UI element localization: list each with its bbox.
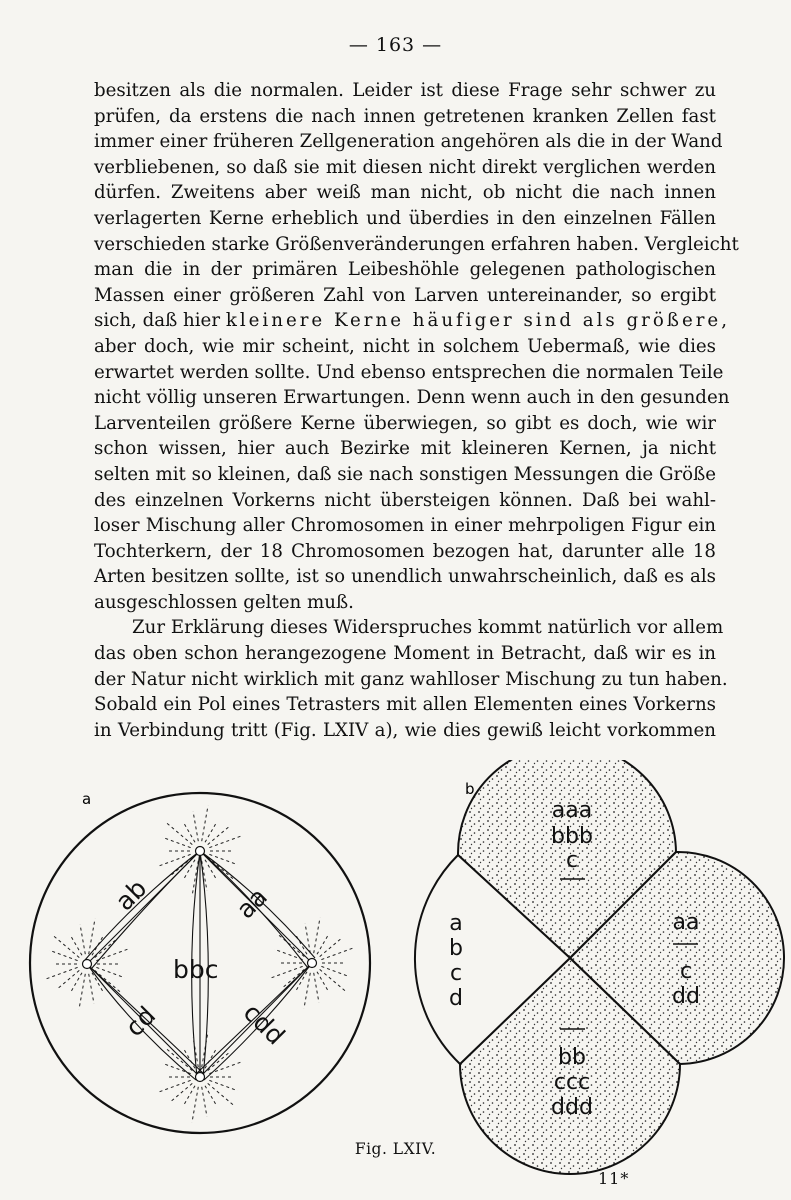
- text-line: loser Mischung aller Chromosomen in einer mehrpoligen Figur ein: [94, 515, 716, 537]
- chromosome-group: ab: [109, 873, 153, 917]
- astral-ray: [157, 1080, 191, 1092]
- astral-ray: [183, 1086, 195, 1107]
- chromosome-group: c: [679, 959, 693, 984]
- astral-ray: [92, 973, 104, 994]
- text-line: Arten besitzen sollte, ist so unendlich unwahrscheinlich, daß es als: [94, 566, 716, 588]
- astral-ray: [56, 970, 79, 989]
- figure-b-label: b: [465, 780, 475, 798]
- figure-lxiv: [0, 760, 791, 1200]
- chromosome-group: bbb: [551, 824, 593, 849]
- astral-ray: [314, 918, 320, 954]
- chromosome-group: dd: [672, 984, 700, 1009]
- chromosome-group: aa: [672, 910, 700, 935]
- astral-ray: [49, 950, 77, 960]
- text-line: Sobald ein Pol eines Tetrasters mit allen Elementen eines Vorkerns: [94, 694, 716, 716]
- chromosome-group: cdd: [237, 997, 291, 1051]
- astral-ray: [183, 1048, 195, 1069]
- astral-ray: [209, 835, 243, 847]
- page-number: — 163 —: [348, 34, 443, 56]
- chromosome-group: aa: [230, 882, 273, 925]
- astral-ray: [44, 967, 78, 979]
- astral-ray: [208, 1083, 236, 1106]
- text-line: das oben schon herangezogene Moment in Betracht, daß wir es in: [94, 643, 716, 665]
- astral-ray: [321, 947, 355, 959]
- text-line: selten mit so kleinen, daß sie nach sonstigen Messungen die Größe: [94, 463, 717, 485]
- chromosome-group: bb: [558, 1045, 586, 1070]
- spaced-emphasis: kleinere Kerne häufiger sind als größere: [225, 310, 722, 332]
- astral-ray: [277, 933, 305, 956]
- body-text: [94, 78, 739, 743]
- astral-ray: [52, 934, 80, 957]
- astral-ray: [281, 969, 304, 988]
- text-line: nicht völlig unseren Erwartungen. Denn wenn auch in den gesunden: [94, 387, 730, 409]
- text-line: in Verbindung tritt (Fig. LXIV a), wie dies gewiß leicht vorkommen: [94, 719, 716, 741]
- astral-ray: [202, 806, 208, 842]
- astral-ray: [274, 949, 302, 959]
- text-line: Tochterkern, der 18 Chromosomen bezogen hat, darunter alle 18: [94, 540, 716, 562]
- astral-ray: [208, 825, 231, 844]
- astral-ray: [192, 1087, 198, 1123]
- astral-ray: [317, 934, 329, 955]
- astral-ray: [209, 1061, 243, 1073]
- text-line: aber doch, wie mir scheint, nicht in solchem Uebermaß, wie dies: [94, 335, 716, 357]
- astral-ray: [304, 973, 310, 1009]
- astral-ray: [208, 1051, 231, 1070]
- text-line: dürfen. Zweitens aber weiß man nicht, ob nicht die nach innen: [94, 182, 716, 204]
- text-line: man die in der primären Leibeshöhle gelegenen pathologischen: [94, 259, 716, 281]
- astral-ray: [169, 1083, 192, 1102]
- text-line: besitzen als die normalen. Leider ist diese Frage sehr schwer zu: [94, 80, 716, 101]
- centrosome: [196, 847, 205, 856]
- chromosome-group: b: [449, 936, 463, 961]
- astral-ray: [320, 969, 348, 992]
- text-line: immer einer früheren Zellgeneration angehören als die in der Wand: [94, 131, 723, 153]
- astral-ray: [80, 925, 85, 955]
- text-line: Zur Erklärung dieses Widerspruches kommt natürlich vor allem: [132, 617, 724, 639]
- astral-ray: [70, 935, 82, 956]
- astral-ray: [208, 857, 236, 880]
- chromosome-group: aaa: [551, 798, 593, 823]
- centrosome: [308, 959, 317, 968]
- astral-ray: [202, 1087, 207, 1117]
- astral-ray: [89, 974, 94, 1004]
- centrosome: [83, 960, 92, 969]
- astral-ray: [79, 974, 85, 1010]
- text-line: schon wissen, hier auch Bezirke mit kleineren Kernen, ja nicht: [94, 438, 716, 460]
- text-line: erwartet werden sollte. Und ebenso entsprechen die normalen Teile: [94, 361, 724, 383]
- chromosome-group: a: [449, 911, 463, 936]
- figure-b: [415, 760, 784, 1174]
- chromosome-group: c: [449, 961, 463, 986]
- chromosome-group: ddd: [551, 1095, 593, 1120]
- text-line: der Natur nicht wirklich mit ganz wahlloser Mischung zu tun haben.: [94, 668, 728, 690]
- text-line: Larventeilen größere Kerne überwiegen, so gibt es doch, wie wir: [94, 412, 716, 434]
- figure-caption: Fig. LXIV.: [354, 1140, 437, 1158]
- astral-ray: [205, 1086, 217, 1107]
- astral-ray: [70, 973, 82, 994]
- astral-ray: [321, 966, 349, 976]
- text-line-emphasis: [94, 308, 727, 334]
- text-line: verlagerten Kerne erheblich und überdies in den einzelnen Fällen: [94, 207, 716, 229]
- text-line: des einzelnen Vorkerns nicht übersteigen können. Daß bei wahl-: [94, 489, 716, 511]
- line-suffix: ,: [721, 310, 727, 332]
- astral-ray: [193, 812, 198, 842]
- astral-ray: [183, 822, 195, 843]
- astral-ray: [314, 973, 319, 1003]
- text-line: verbliebenen, so daß sie mit diesen nicht direkt verglichen werden: [94, 156, 716, 178]
- astral-ray: [162, 837, 190, 847]
- astral-ray: [205, 822, 217, 843]
- astral-ray: [320, 937, 343, 956]
- chromosome-group: c: [565, 848, 579, 873]
- text-line: ausgeschlossen gelten muß.: [94, 591, 354, 613]
- chromosome-group: d: [449, 986, 463, 1011]
- chromosome-group: bbc: [173, 955, 219, 984]
- astral-ray: [165, 821, 193, 844]
- astral-ray: [95, 970, 123, 993]
- text-line: prüfen, da erstens die nach innen getretenen kranken Zellen fast: [94, 105, 716, 127]
- centrosome: [196, 1073, 205, 1082]
- astral-ray: [95, 938, 118, 957]
- astral-ray: [317, 972, 329, 993]
- text-line: verschieden starke Größenveränderungen erfahren haben. Vergleicht: [94, 233, 739, 255]
- figure-a: [30, 790, 370, 1133]
- signature-mark: 11*: [598, 1169, 630, 1188]
- text-line: Massen einer größeren Zahl von Larven untereinander, so ergibt: [94, 284, 716, 306]
- chromosome-group: cd: [119, 1000, 162, 1043]
- astral-ray: [209, 1080, 237, 1090]
- line-prefix: sich, daß hier: [94, 310, 226, 332]
- chromosome-group: ccc: [553, 1070, 591, 1095]
- figure-a-label: a: [82, 790, 92, 808]
